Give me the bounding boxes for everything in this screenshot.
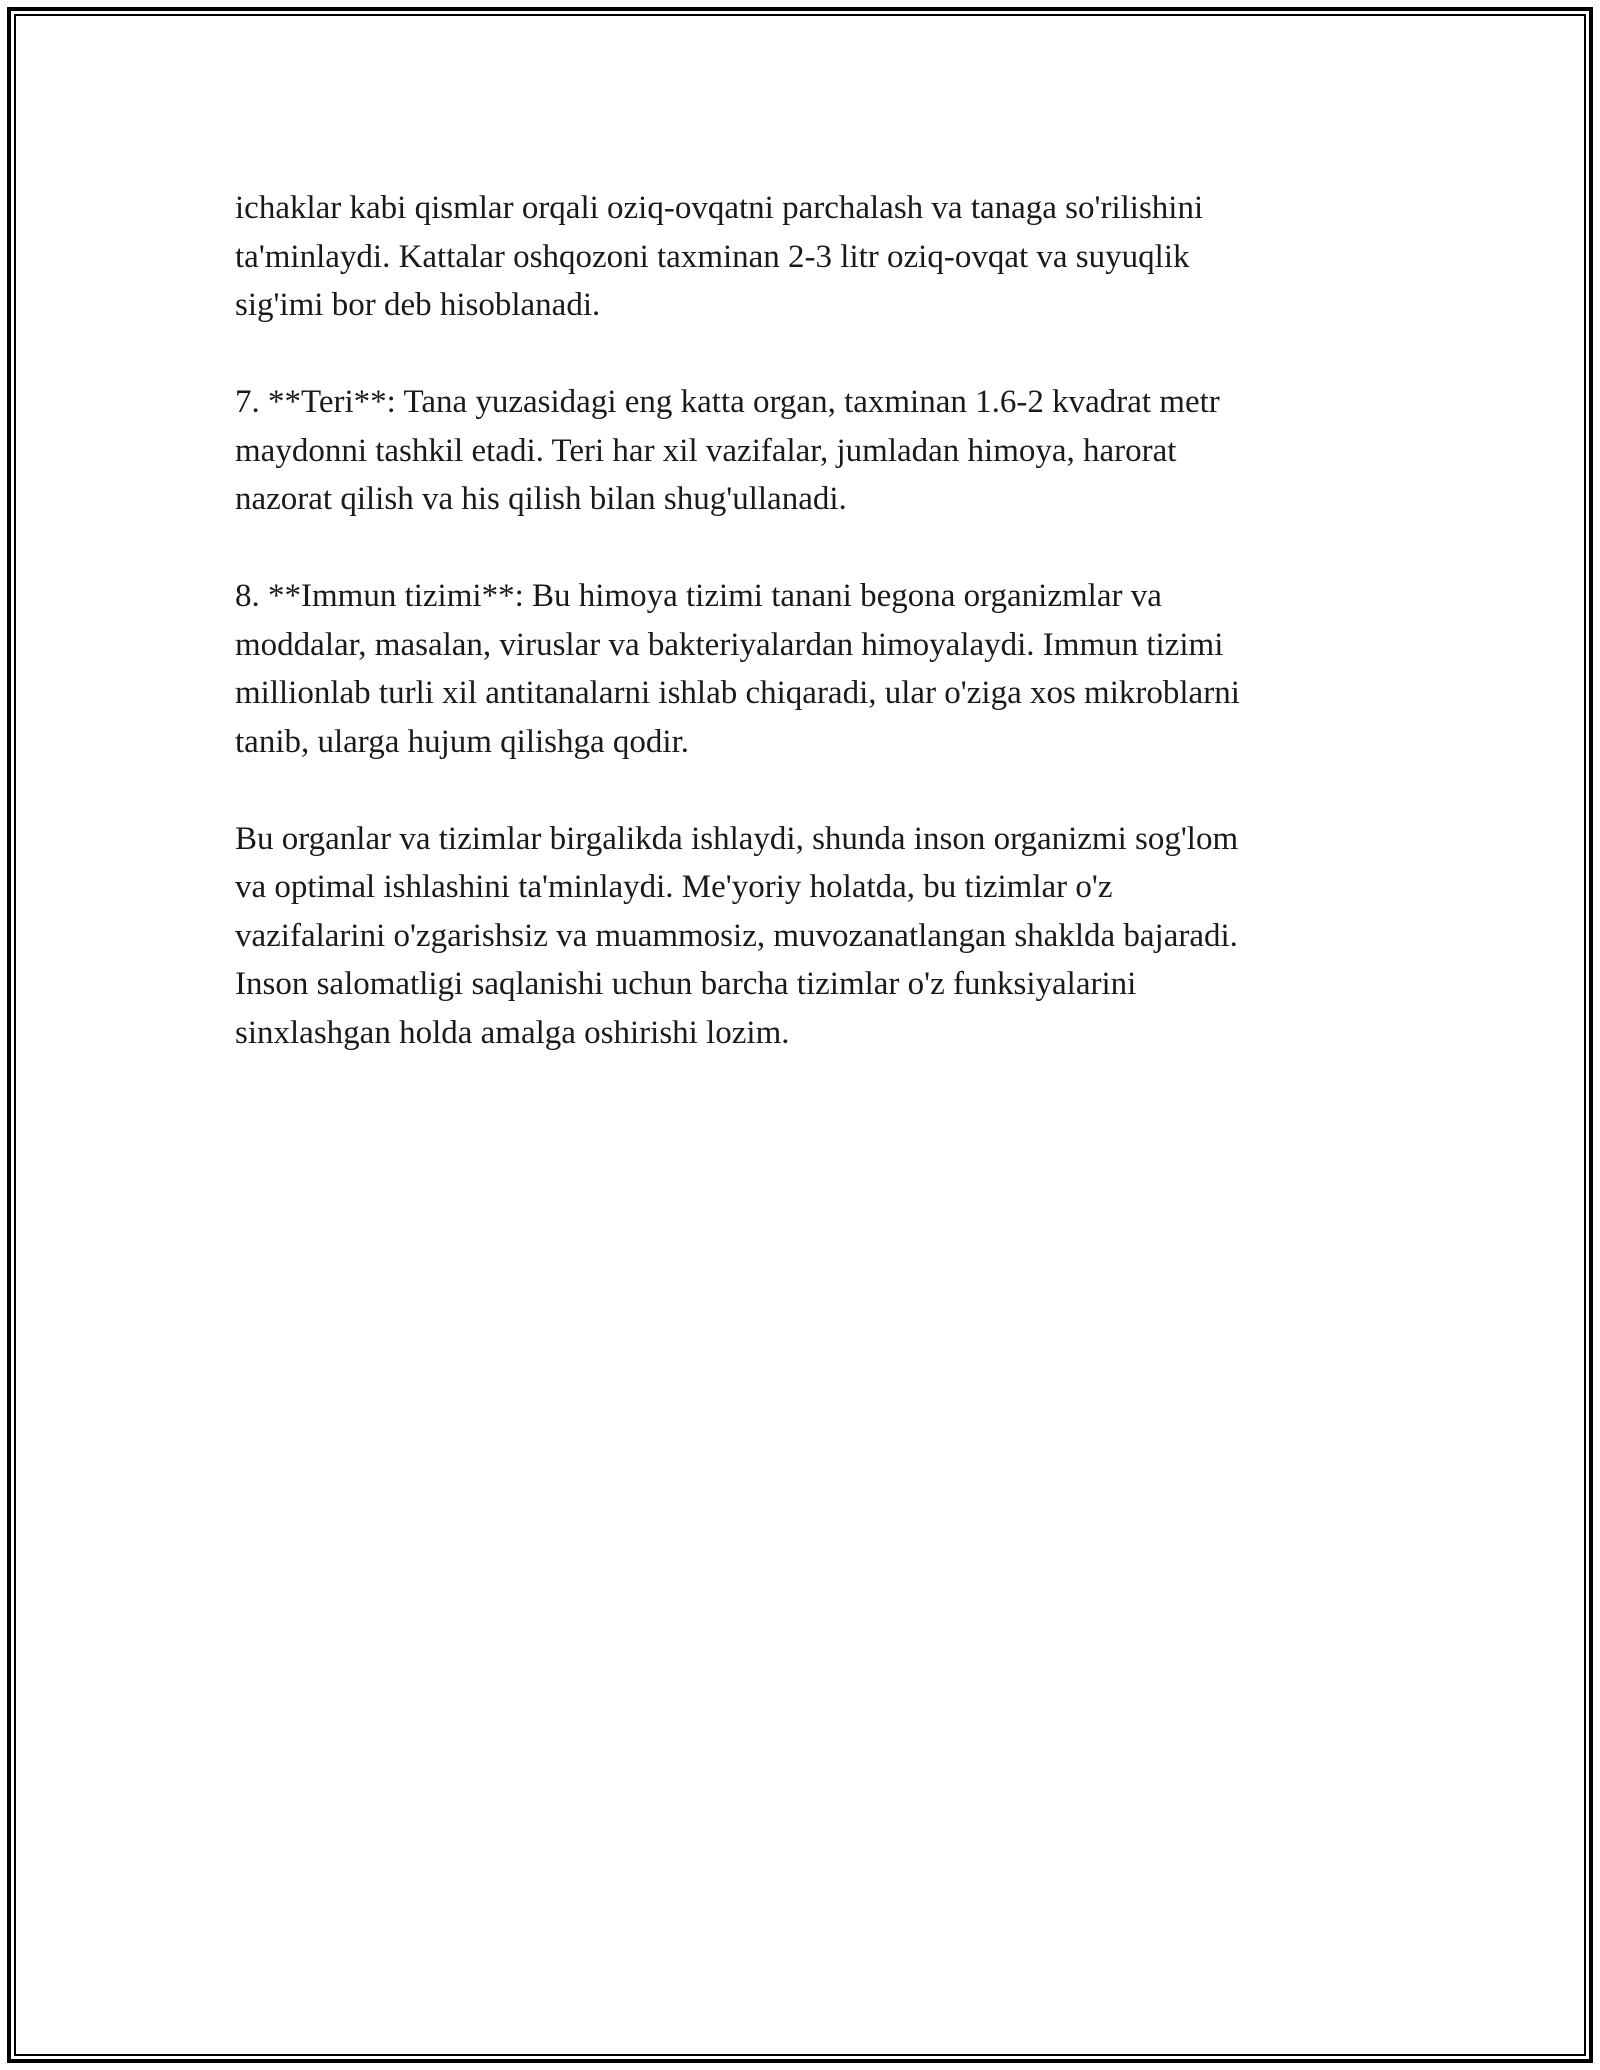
document-body bbox=[235, 184, 1375, 1057]
paragraph-digestive-continuation: ichaklar kabi qismlar orqali oziq-ovqatni parchalash va tanaga so'rilishini ta'minlaydi. Kattalar oshqozoni taxminan 2-3 litr oziq-ovqat va suyuqlik sig'imi bor deb hisoblanadi. bbox=[235, 190, 1204, 323]
paragraph-immune-system: 8. **Immun tizimi**: Bu himoya tizimi tanani begona organizmlar va moddalar, masalan, viruslar va bakteriyalardan himoyalaydi. Immun tizimi millionlab turli xil antitanalarni ishlab chiqaradi, ular o'ziga xos mikroblarni tanib, ularga hujum qilishga qodir. bbox=[235, 578, 1240, 760]
paragraph-conclusion: Bu organlar va tizimlar birgalikda ishlaydi, shunda inson organizmi sog'lom va optimal ishlashini ta'minlaydi. Me'yoriy holatda, bu tizimlar o'z vazifalarini o'zgarishsiz va muammosiz, muvozanatlangan shaklda bajaradi. Inson salomatligi saqlanishi uchun barcha tizimlar o'z funksiyalarini sinxlashgan holda amalga oshirishi lozim. bbox=[235, 820, 1239, 1051]
paragraph-skin: 7. **Teri**: Tana yuzasidagi eng katta organ, taxminan 1.6-2 kvadrat metr maydonni tashkil etadi. Teri har xil vazifalar, jumladan himoya, harorat nazorat qilish va his qilish bilan shug'ullanadi. bbox=[235, 384, 1220, 517]
